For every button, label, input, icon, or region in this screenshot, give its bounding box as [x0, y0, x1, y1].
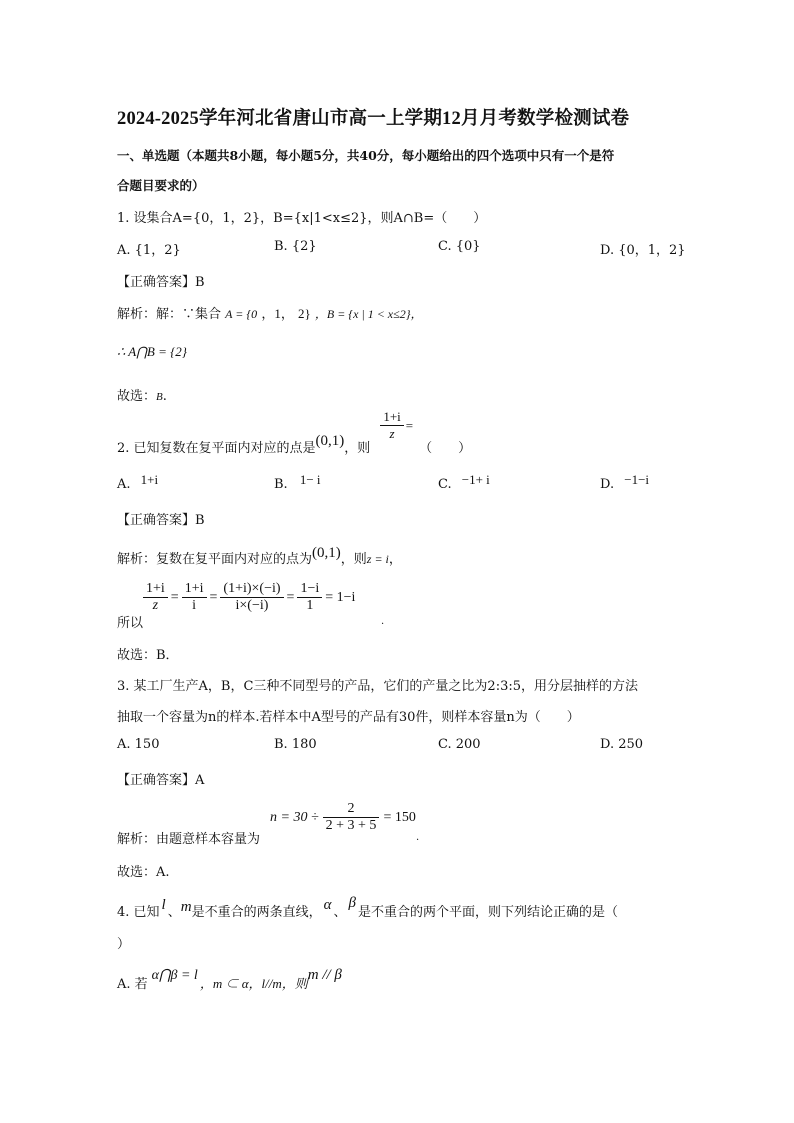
q3-formula-frac-num: 2 — [323, 801, 380, 818]
section-heading-line1: 一、单选题（本题共8小题，每小题5分，共40分，每小题给出的四个选项中只有一个是符 — [117, 148, 615, 163]
q2-option-c-label: C. — [438, 477, 452, 492]
q2-deriv-frac1-num: 1+i — [143, 581, 168, 598]
q4-option-a-end: m // β — [307, 967, 342, 983]
q3-stem-line2: 抽取一个容量为n的样本.若样本中A型号的产品有30件，则样本容量n为（ ） — [117, 710, 580, 725]
q2-deriv-frac2-num: 1+i — [182, 581, 207, 598]
q2-deriv-eq2: = — [209, 589, 218, 605]
q2-deriv-frac2-den: i — [192, 598, 197, 613]
q2-fraction — [380, 409, 403, 442]
q2-analysis-point: (0,1) — [312, 545, 341, 561]
q4-stem-end: 是不重合的两个平面，则下列结论正确的是（ — [357, 905, 618, 920]
q4-var-m: m — [180, 899, 192, 915]
q2-stem-mid: ，则 — [344, 441, 371, 456]
q2-deriv-frac4 — [297, 581, 322, 614]
q2-option-b-label: B. — [274, 477, 288, 492]
q2-analysis — [117, 541, 402, 567]
q1-set-b: ，B = {x | 1 < x≤2}， — [314, 307, 423, 321]
q4-option-a-mid: ，m ⊂ α，l//m，则 — [199, 976, 308, 991]
q2-deriv-frac3 — [220, 581, 283, 614]
q3-stem-line1: 3. 某工厂生产A，B，C三种不同型号的产品，它们的产量之比为2:3:5，用分层抽样的方法 — [117, 679, 638, 694]
q3-formula-left: n = 30 ÷ — [270, 809, 319, 825]
q1-conclusion: ∴ A⋂B = {2} — [117, 344, 188, 359]
q2-answer: 【正确答案】B — [117, 513, 205, 528]
q4-var-l: l — [161, 897, 166, 913]
q2-derivation — [143, 581, 355, 614]
q2-analysis-end: ， — [388, 552, 402, 567]
q3-option-a: A. 150 — [117, 737, 160, 752]
q2-deriv-eq1: = — [170, 589, 179, 605]
q1-option-b: B. {2} — [274, 239, 317, 254]
q2-paren: （ ） — [419, 441, 472, 456]
q2-deriv-frac3-den: i×(−i) — [235, 598, 269, 613]
q3-select: 故选：A. — [117, 865, 170, 880]
q1-select-value: B — [156, 391, 163, 403]
q2-analysis-mid: ，则 — [340, 552, 367, 567]
q3-formula-frac-den: 2 + 3 + 5 — [325, 818, 377, 833]
q4-option-a — [117, 966, 342, 992]
q4-stem-line2: ） — [117, 937, 131, 952]
q1-set-a-rest: ，1， — [261, 306, 294, 321]
q4-var-alpha: α — [323, 897, 332, 913]
q4-stem-mid: 是不重合的两条直线， — [191, 905, 322, 920]
q3-option-d: D. 250 — [600, 737, 644, 752]
q1-select — [117, 385, 167, 404]
q2-option-b-value: 1− i — [299, 472, 321, 487]
q2-deriv-frac1-den: z — [152, 598, 159, 613]
q2-option-a — [117, 472, 159, 492]
q2-analysis-z: z = i — [366, 552, 389, 566]
q2-deriv-frac4-num: 1−i — [297, 581, 322, 598]
q2-deriv-frac4-den: 1 — [306, 598, 314, 613]
q1-set-a-end: 2} — [297, 306, 311, 321]
q2-frac-num: 1+i — [380, 409, 403, 426]
q1-option-d: D. {0，1，2} — [600, 243, 686, 258]
q2-deriv-eq3: = — [286, 589, 295, 605]
q4-sep2: 、 — [333, 905, 347, 920]
q3-answer: 【正确答案】A — [117, 773, 205, 788]
q2-deriv-frac2 — [182, 581, 207, 614]
q3-analysis: 解析：由题意样本容量为 — [117, 832, 261, 847]
q1-select-label: 故选： — [117, 389, 157, 404]
q4-stem-prefix: 4. 已知 — [117, 905, 160, 920]
q2-deriv-tail: = 1−i — [325, 589, 356, 605]
q3-formula-right: = 150 — [383, 809, 416, 825]
q4-var-beta: β — [348, 895, 356, 911]
q3-dot: . — [416, 832, 420, 843]
q2-point: (0,1) — [315, 433, 345, 449]
q2-option-a-value: 1+i — [140, 472, 159, 487]
q2-deriv-frac3-num: (1+i)×(−i) — [220, 581, 283, 598]
q3-formula — [270, 801, 416, 834]
q1-answer: 【正确答案】B — [117, 275, 205, 290]
q1-option-a: A. {1，2} — [117, 243, 181, 258]
q2-deriv-dot: . — [381, 616, 385, 627]
q2-option-d-value: −1−i — [624, 472, 650, 487]
page-title: 2024-2025学年河北省唐山市高一上学期12月月考数学检测试卷 — [117, 109, 630, 129]
q2-so: 所以 — [117, 616, 144, 631]
q1-analysis — [117, 303, 423, 322]
q3-formula-frac — [323, 801, 380, 834]
q2-option-d — [600, 472, 650, 492]
q4-option-a-prefix: A. 若 — [117, 977, 148, 992]
q1-stem: 1. 设集合A={0，1，2}，B={x|1<x≤2}，则A∩B=（ ） — [117, 211, 487, 226]
q2-option-b — [274, 472, 321, 492]
q4-option-a-expr: α⋂β = l — [151, 968, 198, 983]
q1-option-c: C. {0} — [438, 239, 481, 254]
q3-option-c: C. 200 — [438, 737, 481, 752]
q2-deriv-frac1 — [143, 581, 168, 614]
q2-analysis-prefix: 解析：复数在复平面内对应的点为 — [117, 552, 313, 567]
q1-analysis-prefix: 解析：解：∵集合 — [117, 307, 222, 322]
q1-set-a: A = {0 — [225, 307, 258, 321]
q2-select: 故选：B． — [117, 648, 179, 663]
q4-sep1: 、 — [167, 905, 181, 920]
q3-option-b: B. 180 — [274, 737, 317, 752]
q2-frac-den: z — [389, 426, 395, 441]
q2-option-a-label: A. — [117, 477, 131, 492]
q2-option-c-value: −1+ i — [461, 472, 490, 487]
q1-select-end: . — [162, 389, 167, 404]
q4-stem-line1 — [117, 896, 618, 920]
q2-stem-prefix: 2. 已知复数在复平面内对应的点是 — [117, 441, 316, 456]
section-heading-line2: 合题目要求的） — [117, 178, 205, 193]
q2-stem — [117, 409, 472, 456]
q2-eq: = — [405, 418, 414, 433]
q2-option-c — [438, 472, 490, 492]
q2-option-d-label: D. — [600, 477, 615, 492]
